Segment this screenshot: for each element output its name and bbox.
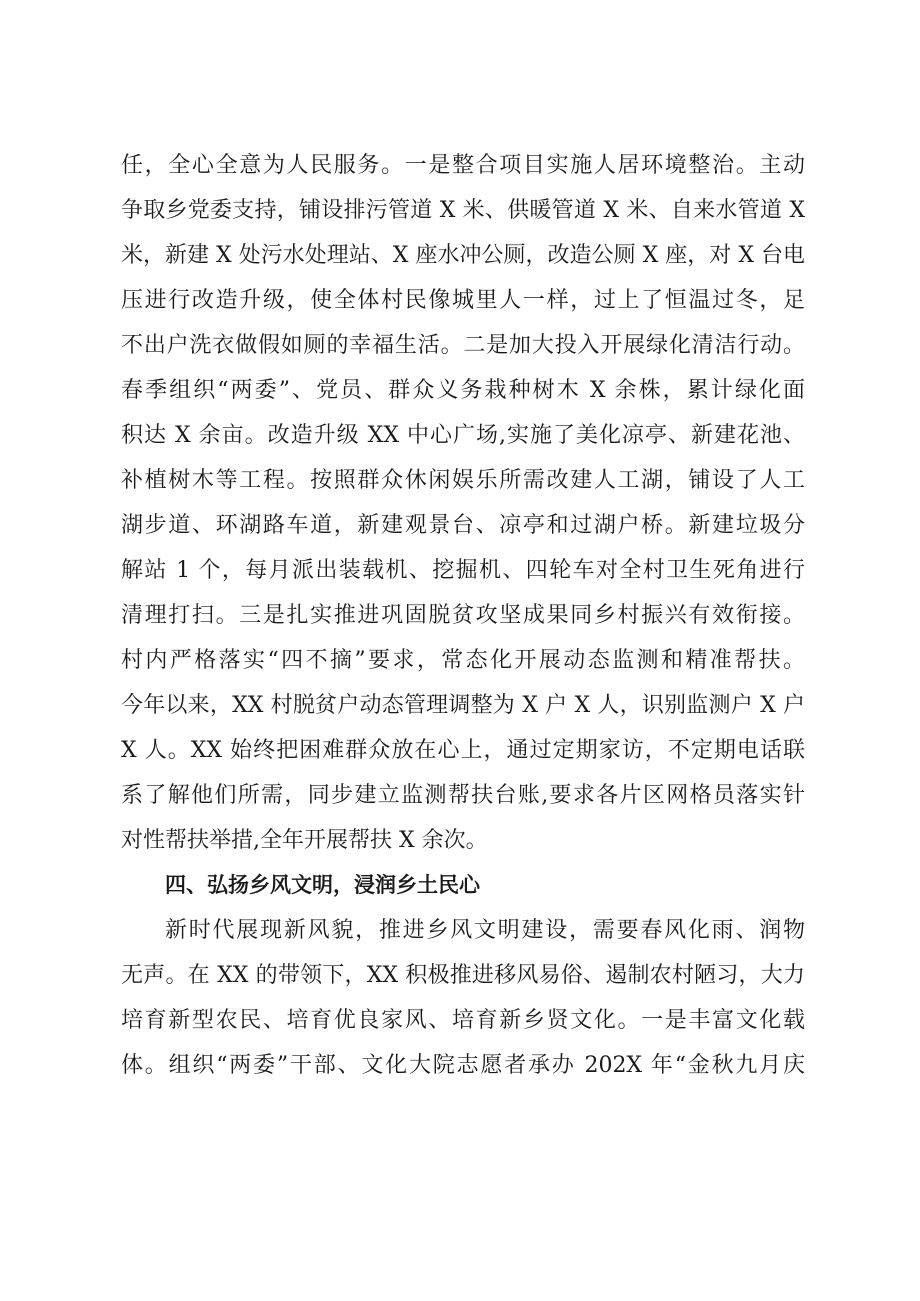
section-heading: 四、弘扬乡风文明，浸润乡土民心: [165, 873, 480, 897]
paragraph-environment: [121, 143, 805, 863]
document-body: [121, 143, 805, 1088]
text-line: 解站 1 个，每月派出装载机、挖掘机、四轮车对全村卫生死角进行: [121, 558, 805, 583]
text-line: 对性帮扶举措,全年开展帮扶 X 余次。: [121, 828, 488, 853]
text-line: 村内严格落实“四不摘”要求，常态化开展动态监测和精准帮扶。: [121, 648, 805, 673]
text-line: 培育新型农民、培育优良家风、培育新乡贤文化。一是丰富文化载: [121, 1008, 805, 1033]
text-line: 清理打扫。三是扎实推进巩固脱贫攻坚成果同乡村振兴有效衔接。: [121, 603, 805, 628]
text-line: 不出户洗衣做假如厕的幸福生活。二是加大投入开展绿化清洁行动。: [121, 333, 805, 358]
text-line: 湖步道、环湖路车道，新建观景台、凉亭和过湖户桥。新建垃圾分: [121, 513, 805, 538]
text-line: 米，新建 X 处污水处理站、X 座水冲公厕，改造公厕 X 座，对 X 台电: [121, 243, 805, 268]
text-line: 体。组织“两委”干部、文化大院志愿者承办 202X 年“金秋九月庆: [121, 1053, 805, 1078]
text-line: 新时代展现新风貌，推进乡风文明建设，需要春风化雨、润物: [165, 918, 805, 943]
text-line: X 人。XX 始终把困难群众放在心上，通过定期家访，不定期电话联: [121, 738, 805, 763]
text-line: 今年以来，XX 村脱贫户动态管理调整为 X 户 X 人，识别监测户 X 户: [121, 693, 805, 718]
text-line: 任，全心全意为人民服务。一是整合项目实施人居环境整治。主动: [121, 153, 805, 178]
text-line: 积达 X 余亩。改造升级 XX 中心广场,实施了美化凉亭、新建花池、: [121, 423, 805, 448]
paragraph-civility: [121, 908, 805, 1088]
text-line: 系了解他们所需，同步建立监测帮扶台账,要求各片区网格员落实针: [121, 783, 805, 808]
text-line: 压进行改造升级，使全体村民像城里人一样，过上了恒温过冬，足: [121, 288, 805, 313]
text-line: 春季组织“两委”、党员、群众义务栽种树木 X 余株，累计绿化面: [121, 378, 805, 403]
text-line: 争取乡党委支持，铺设排污管道 X 米、供暖管道 X 米、自来水管道 X: [121, 198, 805, 223]
text-line: 补植树木等工程。按照群众休闲娱乐所需改建人工湖，铺设了人工: [121, 468, 805, 493]
text-line: 无声。在 XX 的带领下，XX 积极推进移风易俗、遏制农村陋习，大力: [121, 963, 805, 988]
